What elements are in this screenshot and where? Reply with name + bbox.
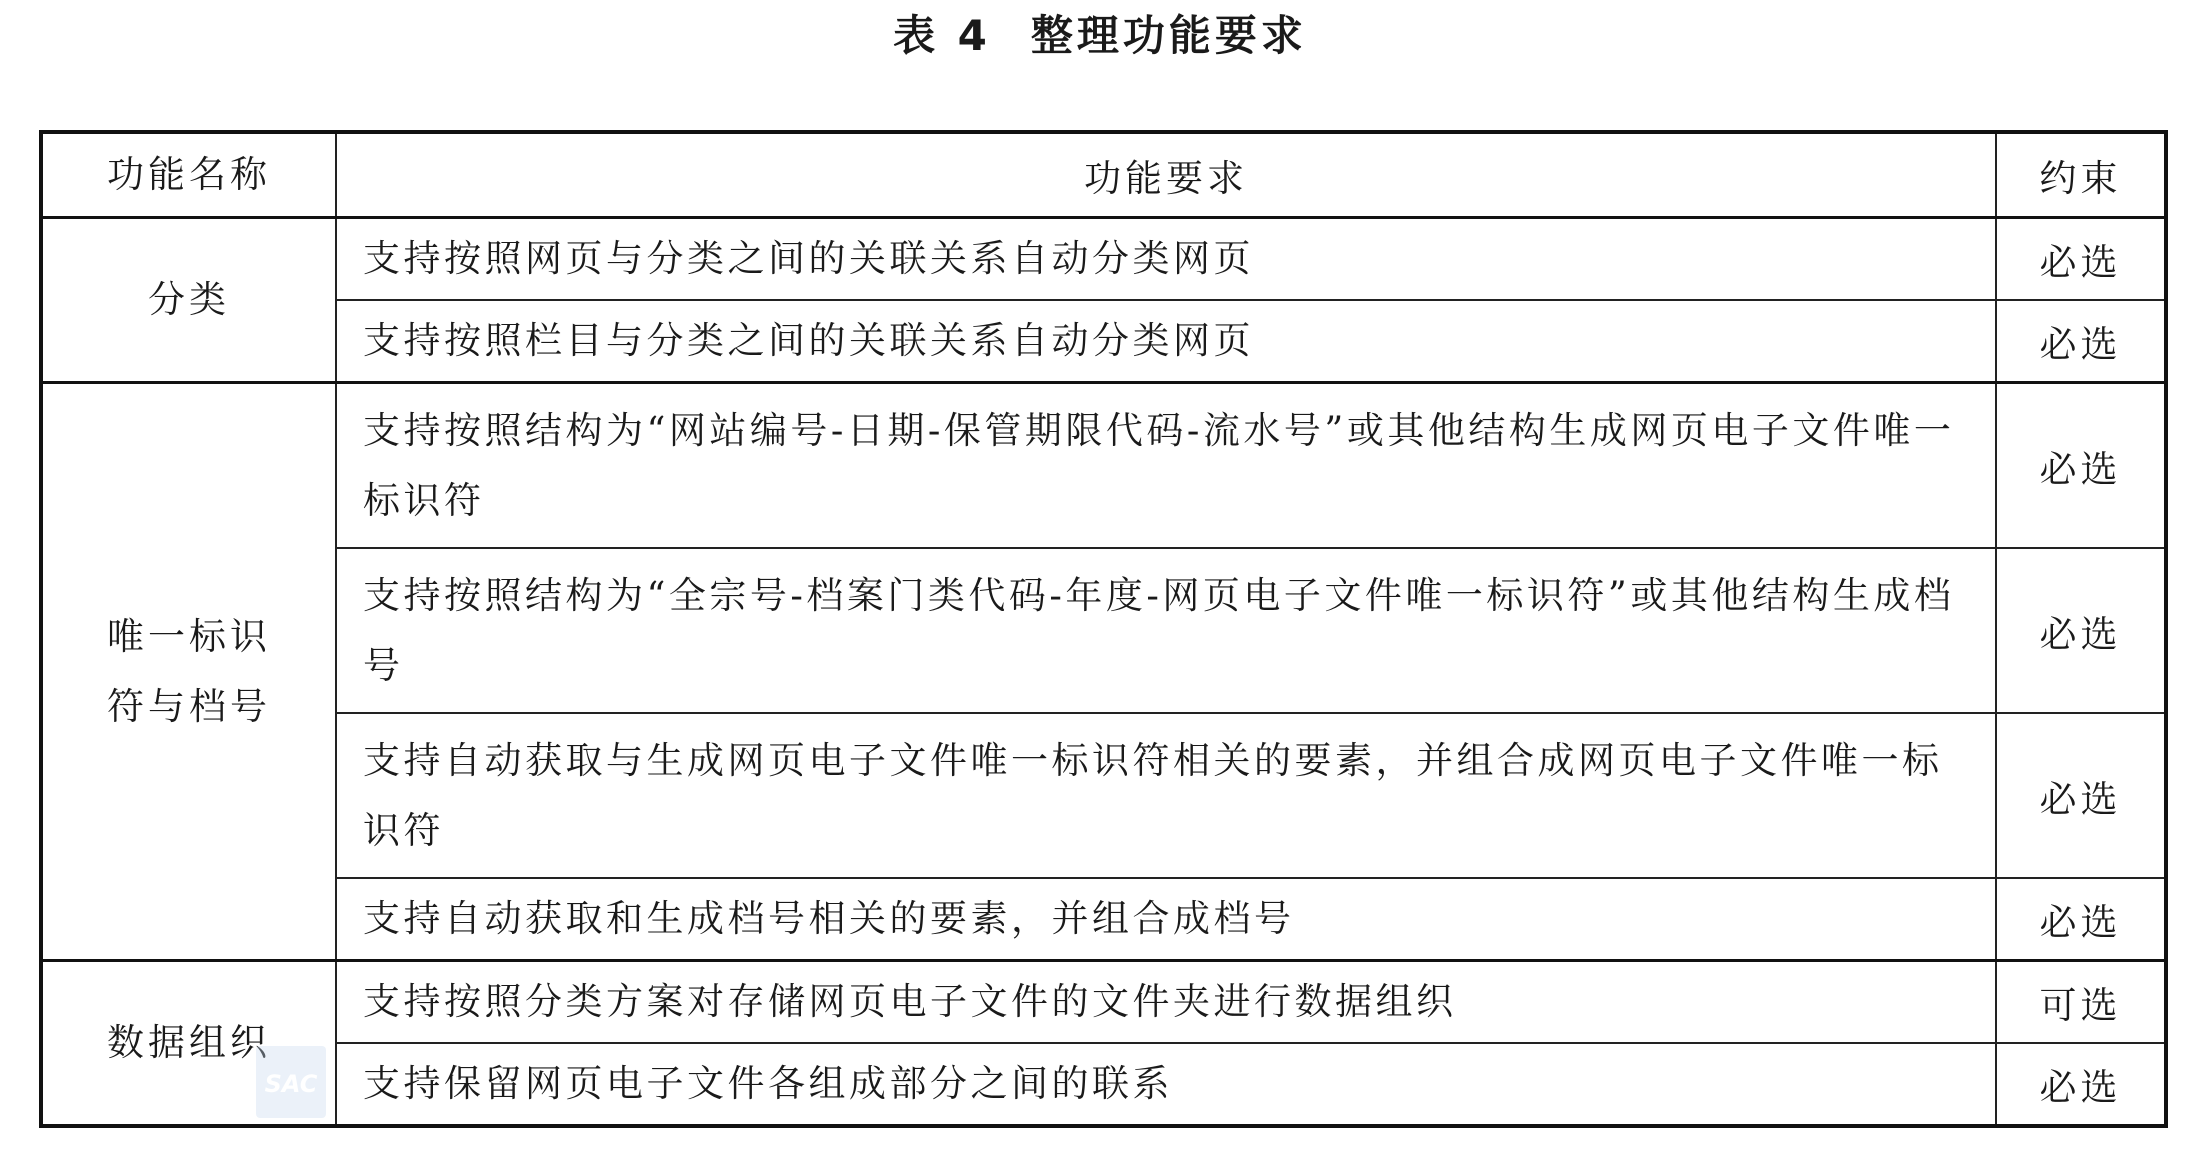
requirements-table — [39, 130, 2168, 1128]
group-name-cell: 数据组织 — [41, 961, 336, 1127]
header-constraint: 约束 — [1996, 132, 2166, 218]
requirement-cell: 支持保留网页电子文件各组成部分之间的联系 — [336, 1043, 1996, 1126]
requirement-cell: 支持按照网页与分类之间的关联关系自动分类网页 — [336, 218, 1996, 301]
table-number: 表 4 — [893, 11, 991, 60]
constraint-cell: 必选 — [1996, 218, 2166, 301]
watermark-text: SAC — [264, 1070, 318, 1098]
sac-watermark-logo — [256, 1046, 326, 1118]
group-name-cell — [41, 383, 336, 961]
group-name-cell: 分类 — [41, 218, 336, 383]
header-function-name: 功能名称 — [41, 132, 336, 218]
group-name-label: 唯一标识符与档号 — [107, 614, 271, 728]
table-row — [41, 548, 2166, 713]
table-row — [41, 878, 2166, 961]
constraint-cell: 必选 — [1996, 1043, 2166, 1126]
table-row — [41, 1043, 2166, 1126]
table-row — [41, 713, 2166, 878]
table-row — [41, 961, 2166, 1044]
constraint-cell: 必选 — [1996, 300, 2166, 383]
requirement-cell: 支持按照结构为“全宗号-档案门类代码-年度-网页电子文件唯一标识符”或其他结构生成档号 — [336, 548, 1996, 713]
constraint-cell: 可选 — [1996, 961, 2166, 1044]
requirement-cell: 支持按照结构为“网站编号-日期-保管期限代码-流水号”或其他结构生成网页电子文件唯一标识符 — [336, 383, 1996, 549]
table-title: 整理功能要求 — [1030, 11, 1307, 60]
constraint-cell: 必选 — [1996, 548, 2166, 713]
table-header-row — [41, 132, 2166, 218]
constraint-cell: 必选 — [1996, 878, 2166, 961]
requirement-cell: 支持按照栏目与分类之间的关联关系自动分类网页 — [336, 300, 1996, 383]
constraint-cell: 必选 — [1996, 713, 2166, 878]
table-row — [41, 300, 2166, 383]
table-row — [41, 383, 2166, 549]
header-function-requirement: 功能要求 — [336, 132, 1996, 218]
table-row — [41, 218, 2166, 301]
requirement-cell: 支持自动获取和生成档号相关的要素，并组合成档号 — [336, 878, 1996, 961]
requirement-cell: 支持自动获取与生成网页电子文件唯一标识符相关的要素，并组合成网页电子文件唯一标识符 — [336, 713, 1996, 878]
requirement-cell: 支持按照分类方案对存储网页电子文件的文件夹进行数据组织 — [336, 961, 1996, 1044]
table-caption — [0, 6, 2200, 66]
constraint-cell: 必选 — [1996, 383, 2166, 549]
